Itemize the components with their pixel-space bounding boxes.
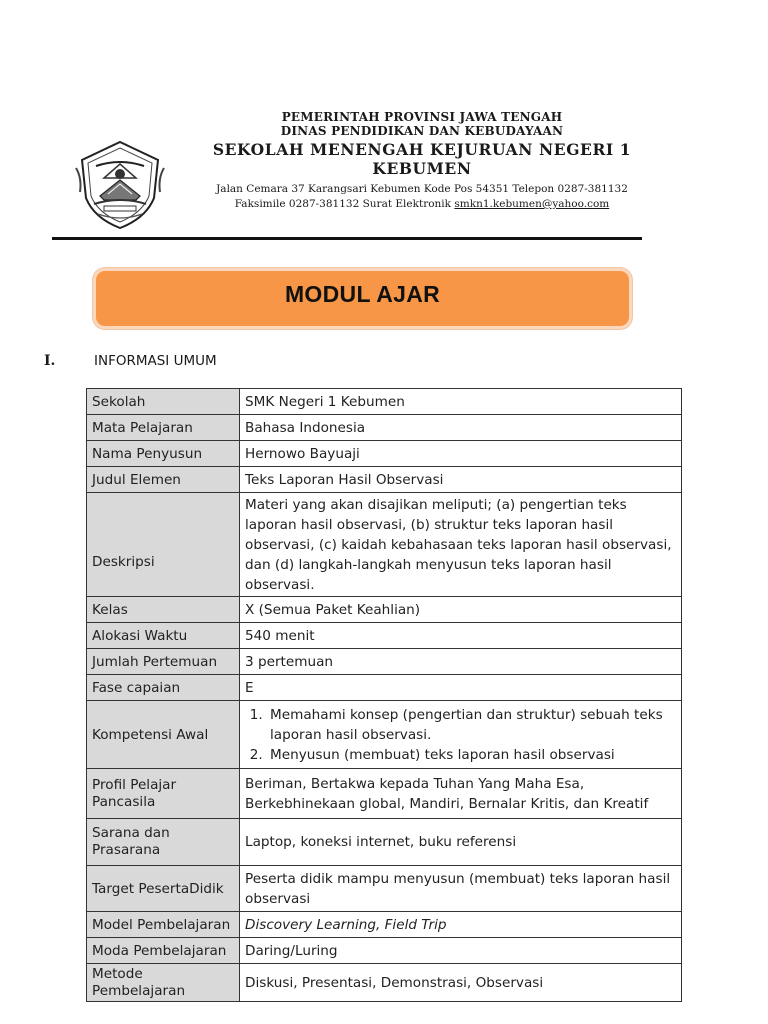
- row-key: Alokasi Waktu: [87, 623, 240, 649]
- table-row: [87, 912, 682, 938]
- section-number: I.: [44, 353, 56, 369]
- table-row: [87, 675, 682, 701]
- table-row: [87, 597, 682, 623]
- table-row: [87, 623, 682, 649]
- table-row: [87, 938, 682, 964]
- jawa-tengah-emblem-icon: [74, 138, 166, 232]
- row-value: Discovery Learning, Field Trip: [240, 912, 682, 938]
- row-key: Kelas: [87, 597, 240, 623]
- title-banner: [96, 271, 629, 326]
- row-value: Peserta didik mampu menyusun (membuat) teks laporan hasil observasi: [240, 866, 682, 912]
- row-key: Judul Elemen: [87, 467, 240, 493]
- section-title: INFORMASI UMUM: [94, 353, 217, 369]
- row-value: [240, 701, 682, 769]
- header-line-school: SEKOLAH MENENGAH KEJURUAN NEGERI 1: [212, 140, 632, 159]
- header-line-city: KEBUMEN: [372, 159, 472, 178]
- list-item: 1. Memahami konsep (pengertian dan struktur) sebuah teks laporan hasil observasi.: [267, 705, 676, 745]
- row-value: E: [240, 675, 682, 701]
- row-key: Model Pembelajaran: [87, 912, 240, 938]
- table-row: [87, 441, 682, 467]
- table-row: [87, 389, 682, 415]
- info-table: [86, 388, 682, 1002]
- header-fax-email: [180, 198, 664, 211]
- row-value: X (Semua Paket Keahlian): [240, 597, 682, 623]
- page-title: MODUL AJAR: [284, 281, 441, 307]
- kompetensi-list: [245, 705, 676, 765]
- row-key: Mata Pelajaran: [87, 415, 240, 441]
- row-key: Sekolah: [87, 389, 240, 415]
- row-value: 3 pertemuan: [240, 649, 682, 675]
- header-line-province: PEMERINTAH PROVINSI JAWA TENGAH: [281, 110, 563, 124]
- row-value: Hernowo Bayuaji: [240, 441, 682, 467]
- row-key: Target PesertaDidik: [87, 866, 240, 912]
- row-value: Daring/Luring: [240, 938, 682, 964]
- row-value: Diskusi, Presentasi, Demonstrasi, Observasi: [240, 964, 682, 1002]
- row-value: Laptop, koneksi internet, buku referensi: [240, 819, 682, 866]
- row-key: Sarana dan Prasarana: [87, 819, 240, 866]
- row-key: Fase capaian: [87, 675, 240, 701]
- header-email-link[interactable]: smkn1.kebumen@yahoo.com: [454, 198, 610, 210]
- row-key: Kompetensi Awal: [87, 701, 240, 769]
- row-key: Deskripsi: [87, 493, 240, 597]
- row-value: Materi yang akan disajikan meliputi; (a) pengertian teks laporan hasil observasi, (b) struktur teks laporan hasil observasi, (c) kaidah kebahasaan teks laporan hasil observasi, dan (d) langkah-langkah menyusun teks laporan hasil observasi.: [240, 493, 682, 597]
- header-line-department: DINAS PENDIDIKAN DAN KEBUDAYAAN: [280, 124, 564, 138]
- row-value: SMK Negeri 1 Kebumen: [240, 389, 682, 415]
- header-address: Jalan Cemara 37 Karangsari Kebumen Kode Pos 54351 Telepon 0287-381132: [216, 183, 628, 195]
- header-divider: [52, 237, 642, 240]
- table-row: [87, 649, 682, 675]
- header-fax: Faksimile 0287-381132 Surat Elektronik: [234, 198, 455, 210]
- row-key: Moda Pembelajaran: [87, 938, 240, 964]
- list-item: 2. Menyusun (membuat) teks laporan hasil observasi: [267, 745, 676, 765]
- row-value: Beriman, Bertakwa kepada Tuhan Yang Maha Esa, Berkebhinekaan global, Mandiri, Bernalar Kritis, dan Kreatif: [240, 769, 682, 819]
- row-value: Bahasa Indonesia: [240, 415, 682, 441]
- row-key: Profil Pelajar Pancasila: [87, 769, 240, 819]
- table-row: [87, 415, 682, 441]
- row-value: Teks Laporan Hasil Observasi: [240, 467, 682, 493]
- table-row: [87, 866, 682, 912]
- letterhead: [180, 110, 664, 211]
- row-key: Metode Pembelajaran: [87, 964, 240, 1002]
- table-row: [87, 819, 682, 866]
- table-row: [87, 467, 682, 493]
- row-key: Jumlah Pertemuan: [87, 649, 240, 675]
- table-row: [87, 493, 682, 597]
- table-row: [87, 701, 682, 769]
- row-key: Nama Penyusun: [87, 441, 240, 467]
- table-row: [87, 964, 682, 1002]
- table-row: [87, 769, 682, 819]
- row-value: 540 menit: [240, 623, 682, 649]
